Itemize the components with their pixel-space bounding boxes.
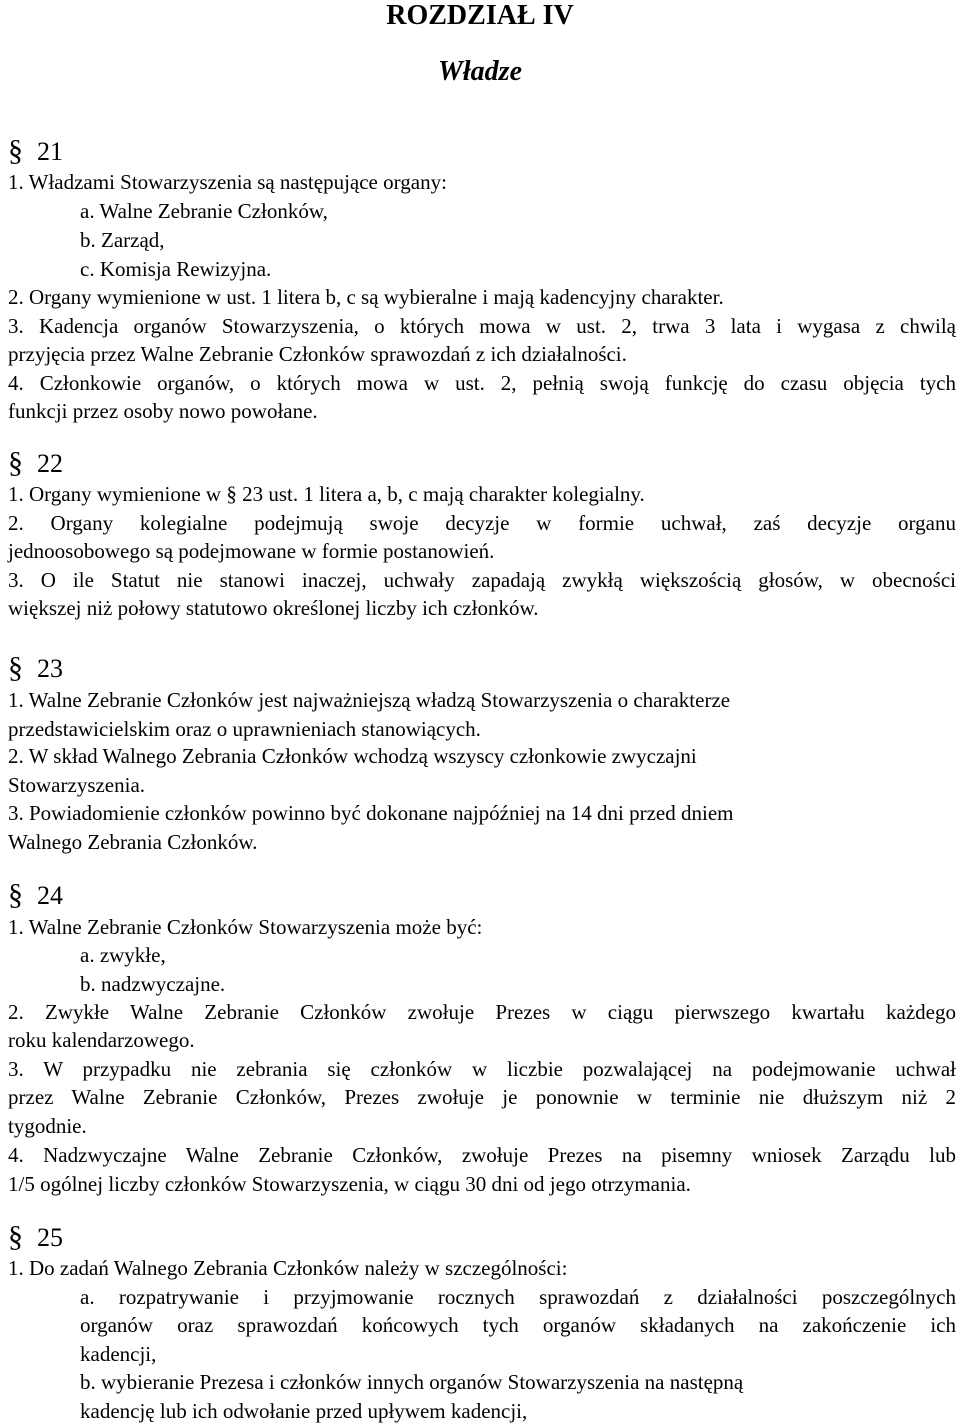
s21-line-8: 4. Członkowie organów, o których mowa w ust. 2, pełnią swoją funkcję do czasu objęcia tych <box>8 371 956 395</box>
s24-line-1: 1. Walne Zebranie Członków Stowarzyszenia może być: <box>8 915 483 939</box>
section-21-heading <box>8 136 63 167</box>
s24-line-10: 1/5 ogólnej liczby członków Stowarzyszenia, w ciągu 30 dni od jego otrzymania. <box>8 1172 691 1196</box>
s24-line-6: 3. W przypadku nie zebrania się członków w liczbie pozwalającej na podejmowanie uchwał <box>8 1057 956 1081</box>
s24-line-3: b. nadzwyczajne. <box>80 972 226 996</box>
section-24-heading <box>8 880 63 911</box>
s25-line-6: kadencję lub ich odwołanie przed upływem kadencji, <box>80 1399 528 1423</box>
s21-line-6: 3. Kadencja organów Stowarzyszenia, o których mowa w ust. 2, trwa 3 lata i wygasa z chwilą <box>8 314 956 338</box>
s24-line-8: tygodnie. <box>8 1114 87 1138</box>
s21-line-3: b. Zarząd, <box>80 228 165 252</box>
section-23-heading <box>8 653 63 684</box>
s22-line-3: jednoosobowego są podejmowane w formie postanowień. <box>8 539 495 563</box>
s21-line-7: przyjęcia przez Walne Zebranie Członków sprawozdań z ich działalności. <box>8 342 627 366</box>
s23-line-6: Walnego Zebrania Członków. <box>8 830 258 854</box>
s25-line-3: organów oraz sprawozdań końcowych tych organów składanych na zakończenie ich <box>80 1313 956 1337</box>
s22-line-4: 3. O ile Statut nie stanowi inaczej, uchwały zapadają zwykłą większością głosów, w obecności <box>8 568 956 592</box>
s25-line-5: b. wybieranie Prezesa i członków innych organów Stowarzyszenia na następną <box>80 1370 744 1394</box>
s23-line-4: Stowarzyszenia. <box>8 773 146 797</box>
s21-line-2: a. Walne Zebranie Członków, <box>80 199 328 223</box>
s21-line-4: c. Komisja Rewizyjna. <box>80 257 272 281</box>
paragraph-symbol: § <box>8 446 23 479</box>
s23-line-1: 1. Walne Zebranie Członków jest najważniejszą władzą Stowarzyszenia o charakterze <box>8 688 731 712</box>
paragraph-symbol: § <box>8 878 23 911</box>
s23-line-2: przedstawicielskim oraz o uprawnieniach stanowiących. <box>8 717 481 741</box>
s22-line-2: 2. Organy kolegialne podejmują swoje decyzje w formie uchwał, zaś decyzje organu <box>8 511 956 535</box>
s24-line-7: przez Walne Zebranie Członków, Prezes zwołuje je ponownie w terminie nie dłuższym niż 2 <box>8 1085 956 1109</box>
s23-line-3: 2. W skład Walnego Zebrania Członków wchodzą wszyscy członkowie zwyczajni <box>8 744 697 768</box>
s21-line-5: 2. Organy wymienione w ust. 1 litera b, c są wybieralne i mają kadencyjny charakter. <box>8 285 724 309</box>
section-25-heading <box>8 1222 63 1253</box>
s24-line-5: roku kalendarzowego. <box>8 1028 195 1052</box>
section-number: 22 <box>37 449 63 478</box>
s22-line-5: większej niż połowy statutowo określonej liczby ich członków. <box>8 596 539 620</box>
paragraph-symbol: § <box>8 1220 23 1253</box>
paragraph-symbol: § <box>8 651 23 684</box>
section-number: 24 <box>37 881 63 910</box>
section-number: 21 <box>37 137 63 166</box>
s23-line-5: 3. Powiadomienie członków powinno być dokonane najpóźniej na 14 dni przed dniem <box>8 801 734 825</box>
s22-line-1: 1. Organy wymienione w § 23 ust. 1 litera a, b, c mają charakter kolegialny. <box>8 482 645 506</box>
chapter-title: ROZDZIAŁ IV <box>386 0 574 31</box>
section-number: 25 <box>37 1223 63 1252</box>
s25-line-1: 1. Do zadań Walnego Zebrania Członków należy w szczególności: <box>8 1256 568 1280</box>
s24-line-4: 2. Zwykłe Walne Zebranie Członków zwołuje Prezes w ciągu pierwszego kwartału każdego <box>8 1000 956 1024</box>
section-22-heading <box>8 448 63 479</box>
s25-line-4: kadencji, <box>80 1342 157 1366</box>
s24-line-2: a. zwykłe, <box>80 943 166 967</box>
paragraph-symbol: § <box>8 134 23 167</box>
chapter-subtitle: Władze <box>438 56 522 87</box>
s21-line-1: 1. Władzami Stowarzyszenia są następujące organy: <box>8 170 447 194</box>
s21-line-9: funkcji przez osoby nowo powołane. <box>8 399 318 423</box>
s24-line-9: 4. Nadzwyczajne Walne Zebranie Członków, zwołuje Prezes na pisemny wniosek Zarządu lub <box>8 1143 956 1167</box>
s25-line-2: a. rozpatrywanie i przyjmowanie rocznych sprawozdań z działalności poszczególnych <box>80 1285 956 1309</box>
section-number: 23 <box>37 654 63 683</box>
